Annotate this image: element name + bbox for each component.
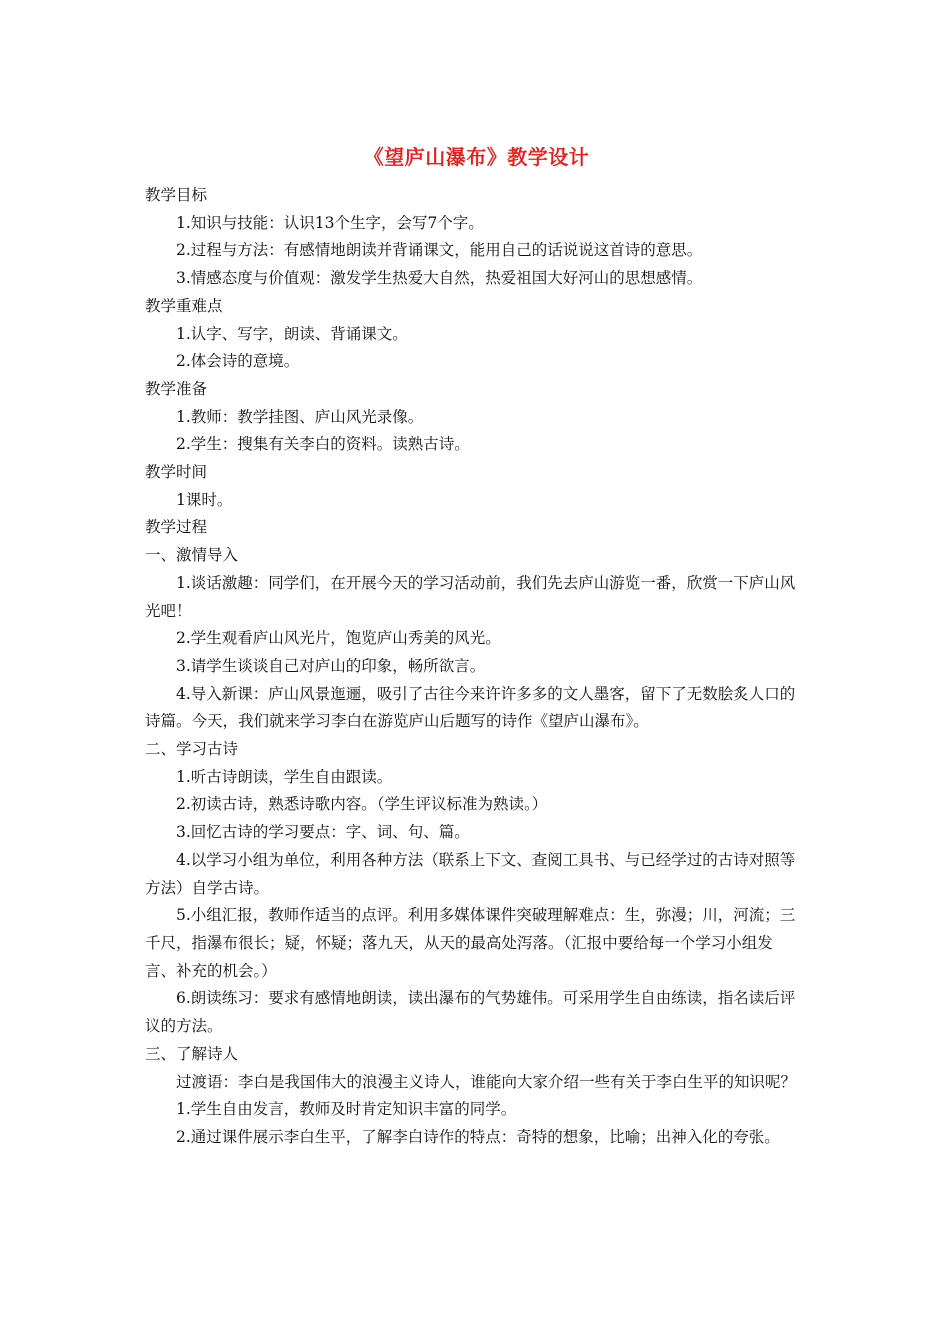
paragraph: 1.听古诗朗读，学生自由跟读。 <box>176 767 393 786</box>
section-heading: 三、了解诗人 <box>145 1044 239 1063</box>
paragraph: 4.导入新课：庐山风景迤逦，吸引了古往今来许许多多的文人墨客，留下了无数脍炙人口的诗篇。今天，我们就来学习李白在游览庐山后题写的诗作《望庐山瀑布》。 <box>145 684 796 731</box>
paragraph: 1课时。 <box>176 490 233 509</box>
document-title: 《望庐山瀑布》教学设计 <box>363 145 590 169</box>
paragraph: 2.学生观看庐山风光片，饱览庐山秀美的风光。 <box>176 629 501 648</box>
paragraph: 1.教师：教学挂图、庐山风光录像。 <box>176 407 424 426</box>
document-lines <box>145 182 800 1152</box>
paragraph: 2.学生：搜集有关李白的资料。读熟古诗。 <box>176 435 470 454</box>
section-heading: 教学目标 <box>145 186 208 204</box>
section-heading: 教学准备 <box>145 379 208 398</box>
section-heading: 教学时间 <box>145 463 208 482</box>
paragraph: 1.学生自由发言，教师及时肯定知识丰富的同学。 <box>176 1100 517 1119</box>
paragraph: 3.回忆古诗的学习要点：字、词、句、篇。 <box>176 823 470 842</box>
section-heading: 二、学习古诗 <box>145 740 239 759</box>
paragraph: 4.以学习小组为单位，利用各种方法（联系上下文、查阅工具书、与已经学过的古诗对照等方法）自学古诗。 <box>145 850 796 897</box>
paragraph: 5.小组汇报，教师作适当的点评。利用多媒体课件突破理解难点：生，弥漫；川，河流；三千尺，指瀑布很长；疑，怀疑；落九天，从天的最高处泻落。（汇报中要给每一个学习小组发言、补充的机会。） <box>145 906 796 980</box>
paragraph: 2.通过课件展示李白生平，了解李白诗作的特点：奇特的想象，比喻；出神入化的夸张。 <box>176 1127 780 1146</box>
paragraph: 6.朗读练习：要求有感情地朗读，读出瀑布的气势雄伟。可采用学生自由练读，指名读后评议的方法。 <box>145 989 796 1036</box>
section-heading: 一、激情导入 <box>145 546 239 565</box>
paragraph: 1.认字、写字，朗读、背诵课文。 <box>176 324 408 343</box>
paragraph: 2.体会诗的意境。 <box>176 352 300 371</box>
section-heading: 教学重难点 <box>145 296 223 315</box>
paragraph: 过渡语：李白是我国伟大的浪漫主义诗人，谁能向大家介绍一些有关于李白生平的知识呢？ <box>176 1072 797 1091</box>
document-body <box>145 144 800 1152</box>
section-heading: 教学过程 <box>145 518 208 537</box>
paragraph: 1.谈话激趣：同学们，在开展今天的学习活动前，我们先去庐山游览一番，欣赏一下庐山风光吧！ <box>145 573 796 620</box>
paragraph: 3.情感态度与价值观：激发学生热爱大自然，热爱祖国大好河山的思想感情。 <box>176 269 703 288</box>
paragraph: 2.初读古诗，熟悉诗歌内容。（学生评议标准为熟读。） <box>176 795 548 814</box>
paragraph: 2.过程与方法：有感情地朗读并背诵课文，能用自己的话说说这首诗的意思。 <box>176 241 703 260</box>
paragraph: 3.请学生谈谈自己对庐山的印象，畅所欲言。 <box>176 656 486 675</box>
paragraph: 1.知识与技能：认识13个生字，会写7个字。 <box>176 213 484 232</box>
